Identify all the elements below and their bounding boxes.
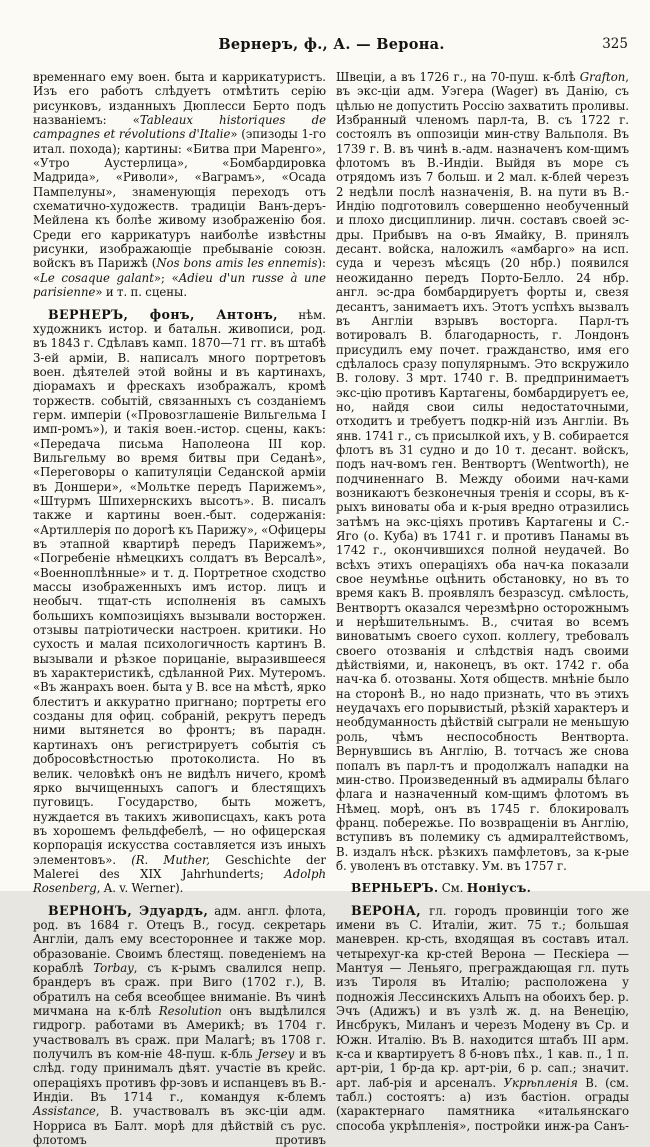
entry-headword: ВЕРНЕРЪ, фонъ, Антонъ, — [48, 306, 278, 322]
body-text: См. — [438, 881, 467, 896]
body-text: нѣм. художникъ истор. и батальн. живописи, род. въ 1843 г. Сдѣлавъ камп. 1870—71 гг. въ штабѣ 3-ей арміи, В. написалъ много портретовъ воен. дѣятелей этой войны и въ картинахъ, діорамахъ и фрескахъ изображалъ, кромѣ торжеств. событій, связанныхъ съ созданіемъ герм. имперіи («Провозглашеніе Вильгельма I имп-ромъ»), и такія воен.-истор. сцены, какъ: «Передача письма Наполеона III кор. Вильгельму во время битвы при Седанѣ», «Переговоры о капитуляціи Седанской арміи въ Доншери», «Мольтке передъ Парижемъ», «Штурмъ Шпихернскихъ высотъ». В. писалъ также и картины воен.-быт. содержанія: «Артиллерія по дорогѣ къ Парижу», «Офицеры въ этапной квартирѣ передъ Парижемъ», «Погребеніе нѣмецкихъ солдатъ въ Версалѣ», «Военноплѣнные» и т. д. Портретное сходство массы изображенныхъ имъ истор. лицъ и необыч. тщат-сть исполненія въ самыхъ большихъ композиціяхъ вызывали восторжен. отзывы патріотически настроен. критики. Но сухость и малая психологичность картинъ В. вызывали и рѣзкое порицаніе, выразившееся въ характеристикѣ, сдѣланной Рих. Мутеромъ. «Въ жанрахъ воен. быта у В. все на мѣстѣ, ярко блеститъ и аккуратно пригнано; портреты его созданы для офиц. собраній, рекрутъ передъ ними вытянется во фронтъ; въ парадн. картинахъ онъ регистрируетъ событія съ добросовѣстностью протоколиста. Но въ велик. человѣкѣ онъ не видѣлъ ничего, кромѣ ярко вычищенныхъ сапогъ и блестящихъ пуговицъ. Государство, быть можетъ, нуждается въ такихъ живописцахъ, какъ рота въ хорошемъ фельдфебелѣ, — но офицерская корпорація искусства составляется изъ иныхъ элементовъ». — [33, 307, 326, 867]
italic-term: Adieu d'un russe à une parisienne — [33, 270, 326, 300]
italic-term: Grafton — [579, 70, 626, 84]
italic-term: Le cosaque galant — [40, 270, 154, 285]
entry-headword: Ноніусъ. — [466, 881, 532, 896]
italic-term: Adolph Rosenberg — [33, 866, 326, 896]
italic-term: Укрѣпленія — [503, 1075, 578, 1090]
entry-paragraph — [336, 904, 629, 1134]
entry-paragraph — [336, 881, 629, 895]
entry-headword: ВЕРНЬЕРЪ. — [351, 881, 439, 896]
italic-term: Jersey — [257, 1047, 295, 1062]
italic-term: Tableaux historiques de campagnes et révolutions d'Italie — [33, 113, 326, 142]
left-column — [33, 70, 326, 1147]
body-text: Швеціи, а въ 1726 г., на 70-пуш. к-блѣ — [336, 70, 580, 84]
entry-headword: ВЕРНОНЪ, Эдуардъ, — [48, 902, 209, 918]
entry-paragraph — [33, 308, 326, 896]
running-head — [33, 36, 630, 60]
entry-headword: ВЕРОНА, — [351, 902, 422, 918]
running-head-title: Вернеръ, ф., А. — Верона. — [218, 36, 445, 53]
body-text: , съ к-рымъ свалился непр. брандеръ въ сраж. при Виго (1702 г.), В. обратилъ на себя всеобщее вниманіе. Въ чинѣ мичмана на к-блѣ — [33, 960, 326, 1018]
text-columns — [33, 70, 630, 1147]
body-text: »; « — [153, 270, 179, 285]
body-text: , въ экс-ціи адм. Уэгера (Wager) въ Данію, съ цѣлью не допустить Россію захватить проливы. Избранный членомъ парл-та, В. съ 1722 г. состоялъ въ оппозиціи мин-ству Вальполя. Въ 1739 г. В. въ чинѣ в.-адм. назначенъ ком-щимъ флотомъ въ В.-Индіи. Выйдя въ море съ отрядомъ изъ 7 больш. и 2 мал. к-блей черезъ 2 недѣли послѣ назначенія, В. на пути въ В.-Индію подготовилъ совершенно необученный и плохо дисциплинир. личн. составъ своей эс-дры. Прибывъ на о-въ Ямайку, В. принялъ десант. войска, наложилъ «амбарго» на исп. суда и черезъ мѣсяцъ (20 нбр.) появился неожиданно передъ Порто-Белло. 24 нбр. англ. эс-дра бомбардируетъ форты и, свезя десантъ, занимаетъ ихъ. Этотъ успѣхъ вызвалъ въ Англіи взрывъ восторга. Парл-тъ вотировалъ В. благодарность, г. Лондонъ присудилъ ему почет. гражданство, имя его сдѣлалось сразу популярнымъ. Это вскружило В. голову. 3 мрт. 1740 г. В. предпринимаетъ экс-цію противъ Картагены, бомбардируетъ ее, но, найдя свои силы недостаточными, отходитъ и требуетъ подкр-ній изъ Англіи. Въ янв. 1741 г., съ присылкой ихъ, у В. собирается флотъ въ 31 судно и до 10 т. десант. войскъ, подъ нач-вомъ ген. Вентвортъ (Wentworth), не подчиненнаго В. Между обоими нач-ками возникаютъ безконечныя тренія и ссоры, въ к-рыхъ виноваты оба и к-рыя вредно отразились затѣмъ на экс-ціяхъ противъ Картагены и С.-Яго (о. Куба) въ 1741 г. и противъ Панамы въ 1742 г., окончившихся полной неудачей. Во всѣхъ этихъ операціяхъ оба нач-ка показали свое неумѣнье оцѣнить обстановку, но въ то время какъ В. проявлялъ безразсуд. смѣлость, Вентвортъ оказался черезмѣрно осторожнымъ и нерѣшительнымъ. В., считая во всемъ виноватымъ своего сухоп. коллегу, требовалъ своего отозванія и слѣдствія надъ своими дѣйствіями, и, наконецъ, въ окт. 1742 г. оба нач-ка б. отозваны. Хотя обществ. мнѣніе было на сторонѣ В., но надо признать, что въ этихъ неудачахъ его порывистый, рѣзкій характеръ и необдуманность дѣйствій сыграли не меньшую роль, чѣмъ неспособность Вентворта. Вернувшись въ Англію, В. тотчасъ же снова попалъ въ парл-тъ и продолжалъ нападки на мин-ство. Произведенный въ адмиралы бѣлаго флага и назначенный ком-щимъ флотомъ въ Нѣмец. морѣ, онъ въ 1745 г. блокировалъ франц. побережье. По возвращеніи въ Англію, вступивъ въ полемику съ адмиралтействомъ, В. издалъ нѣск. рѣзкихъ памфлетовъ, за к-рые б. уволенъ въ отставку. Ум. въ 1757 г. — [336, 70, 629, 873]
continuation-paragraph — [33, 70, 326, 300]
right-column — [336, 70, 629, 1147]
body-text: » (эпизоды 1-го итал. похода); картины: «Битва при Маренго», «Утро Аустерлица», «Бомбардировка Мадрида», «Риволи», «Ваграмъ», «Осада Пампелуны», знаменующія переходъ отъ схематично-художеств. традиціи Ванъ-деръ-Мейлена къ болѣе живому изображенію боя. Среди его каррикатуръ наиболѣе извѣстны рисунки, изображающіе пребываніе союзн. войскъ въ Парижѣ ( — [33, 127, 327, 271]
continuation-paragraph — [336, 70, 629, 873]
body-text: и въ слѣд. году принималъ дѣят. участіе въ крейс. операціяхъ противъ фр-зовъ и испанцевъ въ В.-Индіи. Въ 1714 г., командуя к-блемъ — [33, 1047, 327, 1105]
body-text: временнаго ему воен. быта и каррикатуристъ. Изъ его работъ слѣдуетъ отмѣтить серію рисунковъ, изданныхъ Дюплесси Берто подъ названіемъ: « — [33, 70, 326, 128]
italic-term: Resolution — [158, 1004, 222, 1018]
body-text: , A. v. Werner). — [96, 881, 184, 896]
body-text: В. (см. табл.) состоятъ: а) изъ бастіон. ограды (характернаго памятника «итальянскаго способа укрѣпленія», постройки инж-ра Санъ- — [336, 1075, 629, 1133]
body-text: Geschichte der Malerei des XIX Jahrhunderts; — [33, 852, 326, 881]
page-number: 325 — [602, 36, 628, 52]
body-text: , В. участвовалъ въ экс-ціи адм. Норриса въ Балт. морѣ для дѣйствій съ рус. флотомъ противъ — [33, 1104, 326, 1147]
italic-term: Assistance — [33, 1104, 96, 1119]
italic-term: Nos bons amis les ennemis — [156, 256, 318, 271]
italic-term: (R. Muther, — [131, 852, 211, 867]
entry-paragraph — [33, 904, 326, 1147]
body-text: адм. англ. флота, род. въ 1684 г. Отецъ В., госуд. секретарь Англіи, далъ ему всестороннее и также мор. образованіе. Своимъ блестящ. поведеніемъ на кораблѣ — [33, 903, 326, 975]
body-text: онъ выдѣлился гидрогр. работами въ Америкѣ; въ 1704 г. участвовалъ въ сраж. при Малагѣ; въ 1708 г. получилъ въ ком-ніе 48-пуш. к-бль — [33, 1004, 327, 1062]
body-text: ): « — [33, 256, 326, 285]
body-text: гл. городъ провинціи того же имени въ С. Италіи, жит. 75 т.; большая маневрен. кр-сть, входящая въ составъ итал. четырехуг-ка кр-стей Верона — Пескіера — Мантуя — Леньяго, преграждающая гл. путь изъ Тироля въ Италію; расположена у подножія Лессинскихъ Альпъ на обоихъ бер. р. Эчъ (Адижъ) и въ узлѣ ж. д. на Венецію, Инсбрукъ, Миланъ и черезъ Модену въ Ср. и Южн. Италію. Въ В. находится штабъ III арм. к-са и квартируетъ 8 б-новъ пѣх., 1 кав. п., 1 п. арт-ріи, 1 бр-да кр. арт-ріи, 6 р. сап.; значит. арт. лаб-рія и арсеналъ. — [336, 903, 629, 1090]
body-text: » и т. п. сцены. — [95, 285, 188, 300]
italic-term: Torbay — [93, 960, 134, 975]
